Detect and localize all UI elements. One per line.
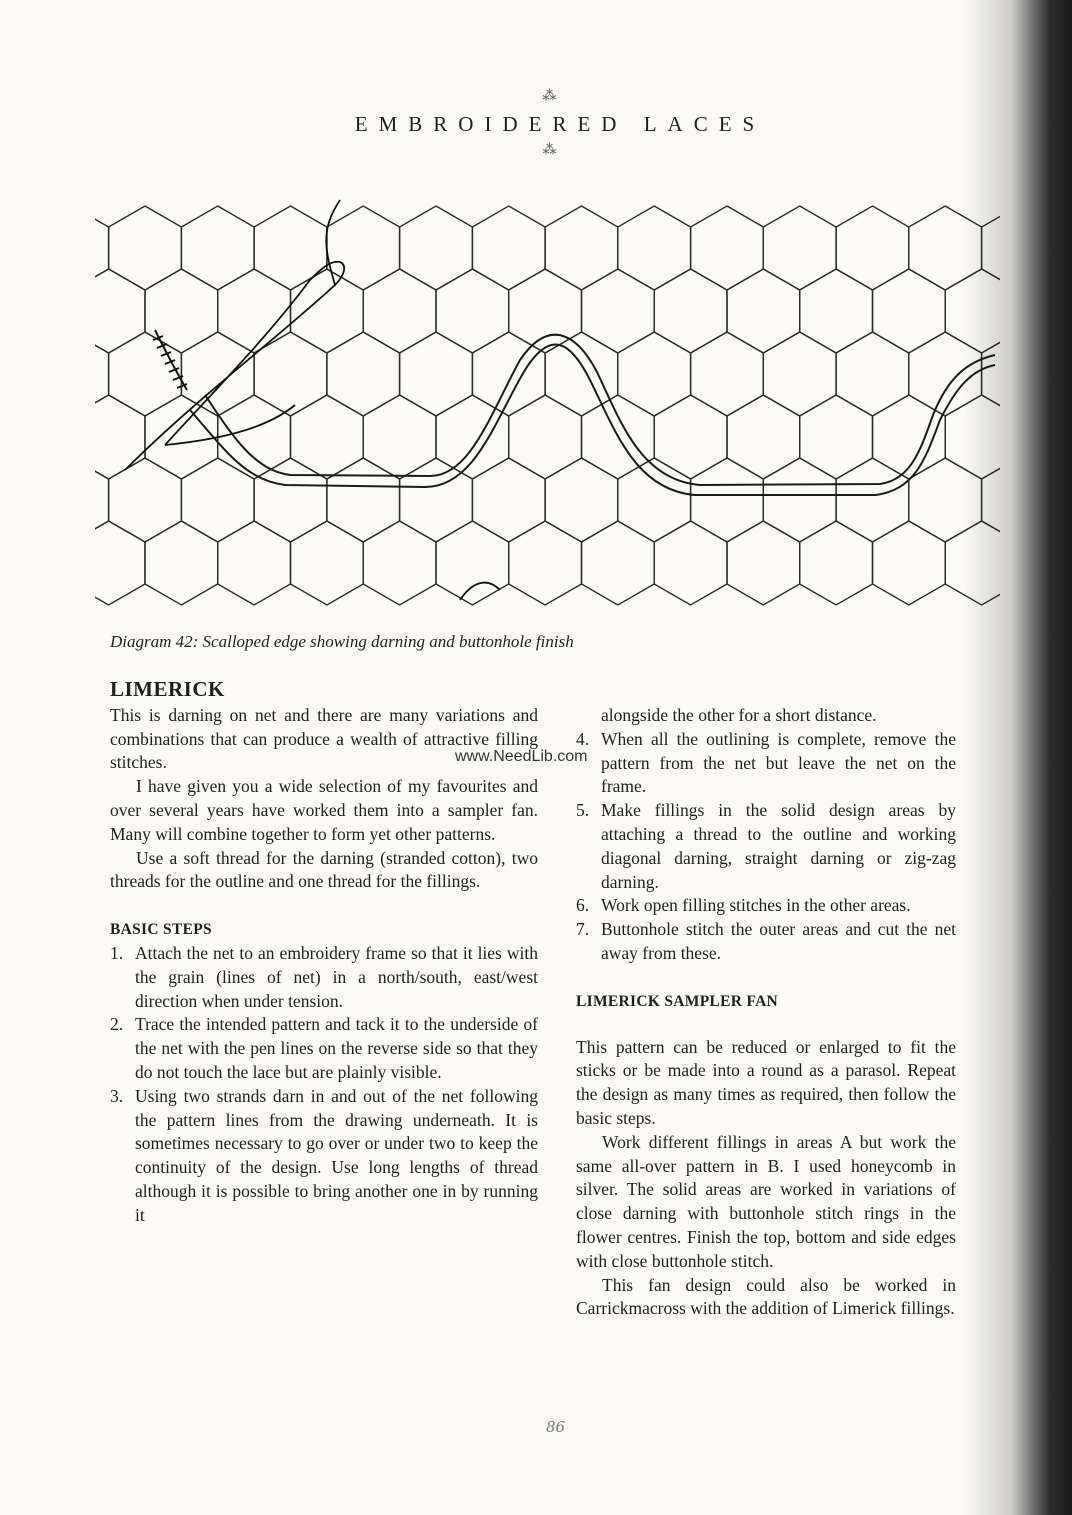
net-hexagon: [436, 269, 509, 353]
net-hexagon: [109, 332, 182, 416]
net-hexagon: [691, 332, 764, 416]
net-hexagon: [327, 206, 400, 290]
net-hexagon: [145, 395, 218, 479]
net-hexagon: [618, 206, 691, 290]
net-hexagon: [181, 458, 254, 542]
right-column: [576, 704, 956, 1321]
step-text: Using two strands darn in and out of the net following the pattern lines from the drawing underneath. It is sometimes necessary to go over or under two to keep the continuity of the design. Use long lengths of thread although it is possible to bring another one in by running it: [135, 1085, 538, 1225]
step-text: Work open filling stitches in the other areas.: [601, 895, 911, 916]
hexagon-net-diagram: [95, 190, 1000, 610]
net-hexagon: [472, 206, 545, 290]
net-hexagon: [327, 458, 400, 542]
net-hexagon: [363, 395, 436, 479]
net-hexagon: [145, 521, 218, 605]
net-hexagon: [400, 458, 473, 542]
net-hexagon: [95, 458, 109, 542]
subheading: LIMERICK SAMPLER FAN: [576, 992, 779, 1010]
net-hexagon: [218, 269, 291, 353]
net-hexagon: [509, 395, 582, 479]
net-hexagon: [254, 458, 327, 542]
net-hexagon: [582, 521, 655, 605]
step-number: 1.: [110, 942, 124, 963]
subheading: BASIC STEPS: [110, 921, 212, 939]
net-hexagon: [691, 206, 764, 290]
net-hexagon: [95, 521, 145, 605]
net-hexagon: [436, 521, 509, 605]
net-hexagon: [654, 395, 727, 479]
net-hexagon: [909, 458, 982, 542]
list-item: [110, 942, 538, 1013]
net-hexagon: [654, 269, 727, 353]
net-hexagon: [691, 458, 764, 542]
steps-list: [576, 728, 956, 966]
step-text: Trace the intended pattern and tack it to the underside of the net with the pen lines on the reverse side so that they do not touch the lace but are plainly visible.: [135, 1014, 538, 1082]
net-hexagon: [95, 395, 145, 479]
net-hexagon: [218, 521, 291, 605]
net-hexagon: [95, 332, 109, 416]
step-number: 4.: [576, 728, 590, 749]
paragraph: Use a soft thread for the darning (stranded cotton), two threads for the outline and one thread for the fillings.: [110, 847, 538, 892]
step-number: 5.: [576, 800, 590, 821]
bottom-ornament: ⁂: [542, 142, 558, 158]
net-hexagon: [836, 206, 909, 290]
list-item: [576, 918, 956, 966]
step-number: 3.: [110, 1085, 124, 1106]
net-hexagon: [800, 269, 873, 353]
net-hexagon: [436, 395, 509, 479]
net-hexagon: [618, 458, 691, 542]
step-text: Attach the net to an embroidery frame so that it lies with the grain (lines of net) in a north/south, east/west direction when under tension.: [135, 942, 538, 1011]
list-item: [576, 728, 956, 799]
net-hexagon: [618, 332, 691, 416]
net-hexagon: [727, 395, 800, 479]
paragraph: I have given you a wide selection of my favourites and over several years have worked them into a sampler fan. Many will combine together to form yet other patterns.: [110, 776, 538, 844]
list-item: [110, 1013, 538, 1084]
net-hexagon: [909, 332, 982, 416]
net-hexagon: [145, 269, 218, 353]
step-text: When all the outlining is complete, remove the pattern from the net but leave the net on the frame.: [601, 728, 956, 797]
net-hexagon: [873, 269, 946, 353]
paragraph: This fan design could also be worked in Carrickmacross with the addition of Limerick fillings.: [576, 1274, 956, 1319]
net-hexagon: [800, 395, 873, 479]
net-hexagon: [291, 269, 364, 353]
net-hexagon: [363, 521, 436, 605]
net-hexagon: [109, 458, 182, 542]
net-hexagon: [218, 395, 291, 479]
page-number: 86: [546, 1418, 566, 1436]
step-text: Buttonhole stitch the outer areas and cut the net away from these.: [601, 919, 956, 963]
paragraph: This is darning on net and there are many variations and combinations that can produce a wealth of attractive filling stitches.: [110, 704, 538, 773]
list-item: [110, 1085, 538, 1228]
net-hexagon: [400, 206, 473, 290]
net-hexagon: [181, 206, 254, 290]
net-hexagon: [291, 521, 364, 605]
net-hexagon: [545, 458, 618, 542]
net-hexagon: [763, 206, 836, 290]
net-hexagon: [472, 458, 545, 542]
step-number: 7.: [576, 919, 590, 940]
paragraph: Work different fillings in areas A but work the same all-over pattern in B. I used honeycomb in silver. The solid areas are worked in variations of close darning with buttonhole stitch rings in the flower centres. Finish the top, bottom and side edges with close buttonhole stitch.: [576, 1131, 956, 1271]
list-item: [576, 799, 956, 894]
watermark: www.NeedLib.com: [455, 748, 588, 765]
step-number: 6.: [576, 895, 590, 916]
net-hexagon: [109, 206, 182, 290]
net-hexagon: [400, 332, 473, 416]
net-hexagon: [763, 332, 836, 416]
net-hexagon: [945, 269, 1000, 353]
running-title: EMBROIDERED LACES: [354, 112, 766, 136]
diagram-caption: Diagram 42: Scalloped edge showing darning and buttonhole finish: [110, 632, 574, 651]
net-hexagon: [363, 269, 436, 353]
net-hexagon: [873, 521, 946, 605]
thread-loop: [460, 583, 500, 600]
net-hexagon: [836, 332, 909, 416]
net-hexagon: [763, 458, 836, 542]
net-hexagon: [909, 206, 982, 290]
net-hexagon: [945, 395, 1000, 479]
net-hexagon: [836, 458, 909, 542]
net-hexagon: [727, 521, 800, 605]
net-hexagon: [95, 206, 109, 290]
step-number: 2.: [110, 1014, 124, 1035]
step-text: Make fillings in the solid design areas by attaching a thread to the outline and working diagonal darning, straight darning or zig-zag darning.: [601, 800, 956, 892]
net-hexagon: [291, 395, 364, 479]
paragraph: This pattern can be reduced or enlarged to fit the sticks or be made into a round as a parasol. Repeat the design as many times as required, then follow the basic steps.: [576, 1036, 956, 1128]
list-item: [576, 894, 956, 918]
section-heading: LIMERICK: [110, 677, 225, 701]
net-hexagon: [582, 269, 655, 353]
net-hexagon: [509, 521, 582, 605]
net-hexagon: [727, 269, 800, 353]
steps-list: [110, 942, 538, 1228]
net-hexagon: [95, 269, 145, 353]
net-hexagon: [545, 206, 618, 290]
net-hexagon: [327, 332, 400, 416]
hexagon-net-grid: [95, 206, 1000, 605]
net-hexagon: [181, 332, 254, 416]
net-hexagon: [945, 521, 1000, 605]
continuation-text: alongside the other for a short distance.: [601, 705, 877, 725]
net-hexagon: [654, 521, 727, 605]
net-hexagon: [800, 521, 873, 605]
net-hexagon: [254, 206, 327, 290]
top-ornament: ⁂: [542, 88, 558, 104]
